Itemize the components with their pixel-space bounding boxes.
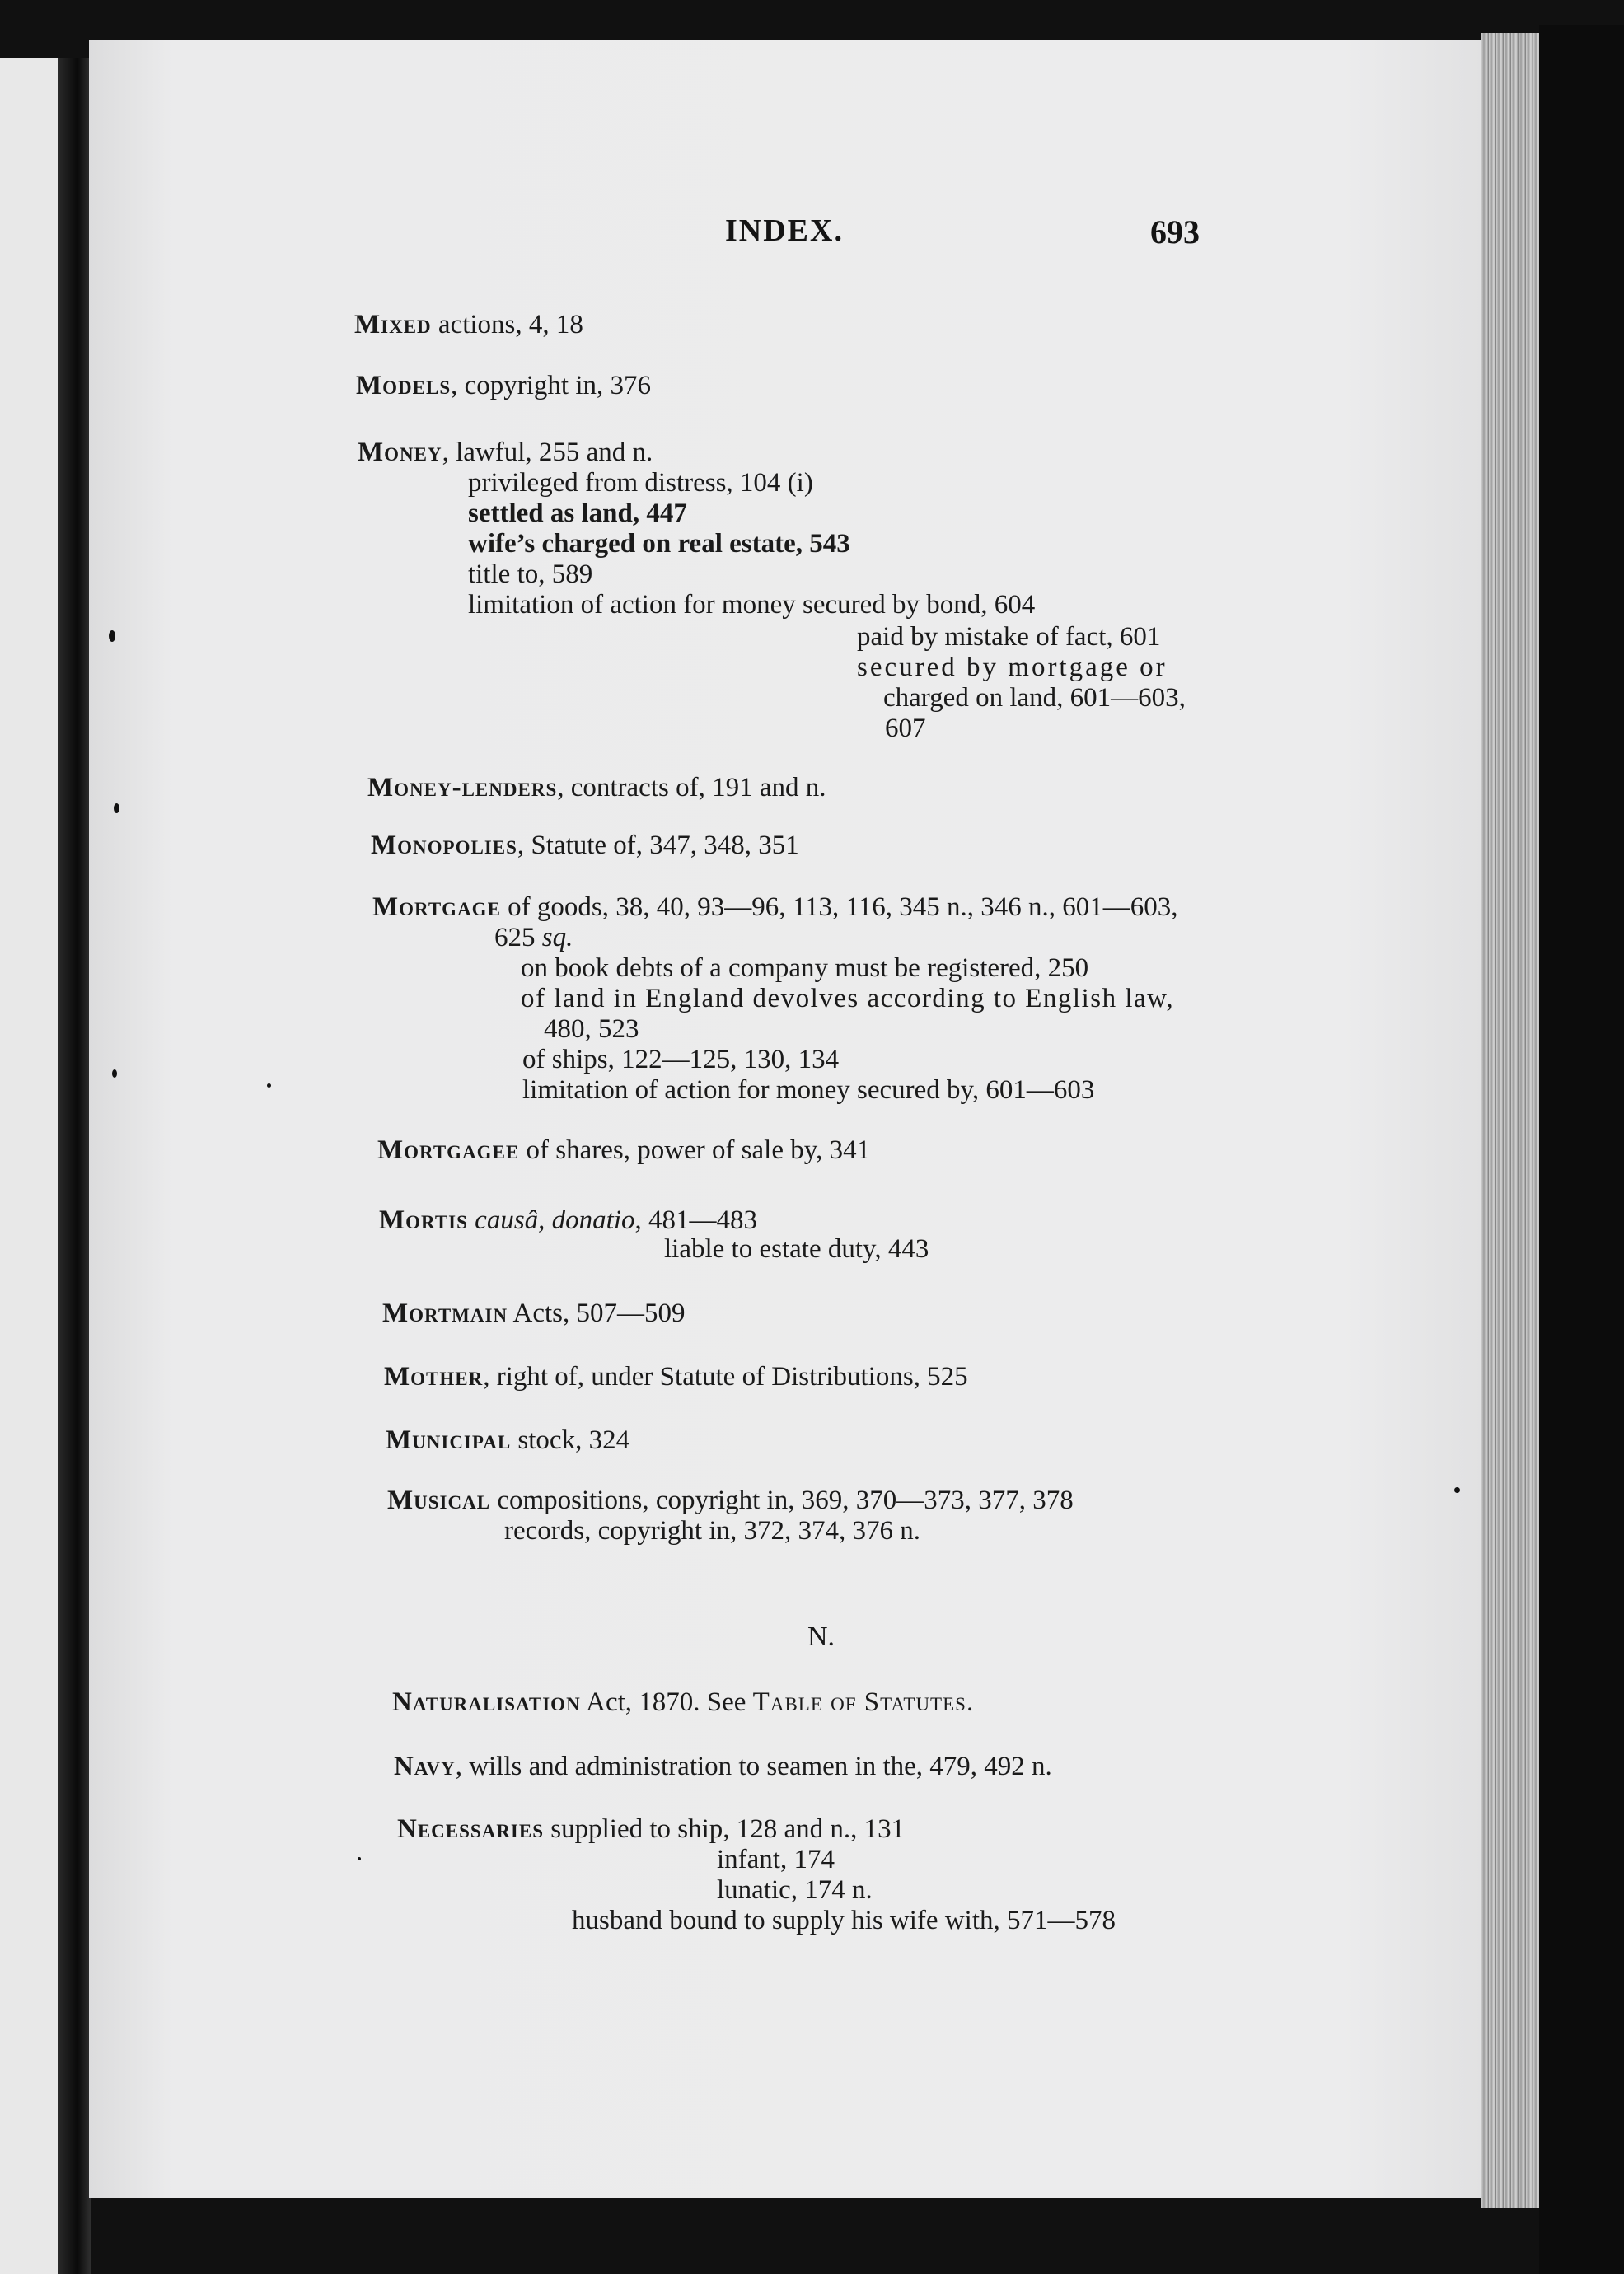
subentry: 480, 523 <box>544 1014 639 1044</box>
entry-headword: Money-lenders <box>367 773 558 802</box>
entry-text: Act, 1870. See <box>580 1687 753 1717</box>
running-header-title: INDEX. <box>725 213 844 248</box>
entry-text: , copyright in, 376 <box>451 371 652 400</box>
index-entry-municipal <box>386 1427 629 1454</box>
index-entry-mortgage <box>372 894 1178 921</box>
scan-speck <box>109 630 115 642</box>
index-entry-mixed <box>354 311 583 339</box>
entry-text: , lawful, 255 and n. <box>442 437 653 467</box>
subentry: of ships, 122—125, 130, 134 <box>522 1045 840 1074</box>
entry-headword: Navy <box>394 1752 456 1781</box>
entry-text: , right of, under Statute of Distributions, 525 <box>483 1362 968 1392</box>
entry-text: stock, 324 <box>511 1425 630 1455</box>
index-entry-money-lenders <box>367 774 826 802</box>
scan-speck <box>267 1083 271 1088</box>
scan-background <box>1539 25 1624 2274</box>
entry-text: of goods, 38, 40, 93—96, 113, 116, 345 n., 346 n., 601—603, <box>500 892 1178 922</box>
subentry: privileged from distress, 104 (i) <box>468 468 813 498</box>
scan-speck <box>114 803 119 813</box>
scan-speck <box>112 1069 117 1078</box>
entry-text: , Statute of, 347, 348, 351 <box>517 831 799 860</box>
entry-headword: Money <box>358 437 442 467</box>
index-entry-mortgagee <box>377 1137 870 1164</box>
entry-headword: Mortgage <box>372 892 501 922</box>
subentry: on book debts of a company must be registered, 250 <box>521 953 1089 983</box>
subentry: 607 <box>885 714 926 743</box>
entry-headword: Musical <box>387 1486 491 1515</box>
scan-speck <box>1454 1487 1460 1493</box>
subentry: of land in England devolves according to English law, <box>521 984 1175 1013</box>
entry-headword: Models <box>356 371 452 400</box>
entry-headword: Necessaries <box>397 1814 545 1844</box>
entry-italic: causâ, donatio <box>467 1205 635 1235</box>
index-entry-necessaries <box>397 1816 905 1843</box>
subentry: liable to estate duty, 443 <box>664 1234 929 1264</box>
subentry: wife’s charged on real estate, 543 <box>468 529 850 559</box>
subentry: records, copyright in, 372, 374, 376 n. <box>504 1516 921 1546</box>
index-entry-navy <box>394 1753 1052 1780</box>
subentry: infant, 174 <box>717 1845 835 1874</box>
page-number: 693 <box>1150 213 1200 250</box>
subentry: secured by mortgage or <box>857 653 1168 682</box>
entry-headword: Mixed <box>354 310 432 339</box>
index-entry-money <box>358 439 653 466</box>
index-entry-musical <box>387 1487 1074 1514</box>
index-entry-monopolies <box>371 832 799 859</box>
entry-headword: Monopolies <box>371 831 517 860</box>
subentry: paid by mistake of fact, 601 <box>857 622 1161 652</box>
entry-headword: Mortmain <box>382 1298 508 1328</box>
entry-headword: Naturalisation <box>392 1687 581 1717</box>
entry-text: actions, 4, 18 <box>431 310 583 339</box>
previous-page-edge <box>0 58 66 2274</box>
subentry: charged on land, 601—603, <box>883 683 1186 713</box>
index-entry-mortmain <box>382 1300 685 1327</box>
entry-text: , contracts of, 191 and n. <box>557 773 826 802</box>
book-gutter <box>58 58 91 2274</box>
subentry: lunatic, 174 n. <box>717 1875 873 1905</box>
entry-headword: Mother <box>384 1362 484 1392</box>
subentry-continuation: 625 sq. <box>494 923 573 952</box>
section-letter: N. <box>807 1621 835 1652</box>
index-entry-naturalisation: Naturalisation Act, 1870. See Table of Statutes. <box>392 1687 974 1717</box>
index-entry-mother <box>384 1364 968 1391</box>
entry-text: supplied to ship, 128 and n., 131 <box>544 1814 906 1844</box>
index-entry-mortis-causa <box>379 1207 757 1234</box>
subentry: title to, 589 <box>468 559 593 589</box>
index-entry-models <box>356 372 651 400</box>
entry-headword: Mortis <box>379 1205 468 1235</box>
entry-text: Acts, 507—509 <box>508 1298 686 1328</box>
entry-text: of shares, power of sale by, 341 <box>519 1135 871 1165</box>
cross-reference: Table of Statutes <box>752 1687 966 1717</box>
scan-speck <box>358 1857 361 1860</box>
index-page <box>89 40 1481 2198</box>
subentry: settled as land, 447 <box>468 498 687 528</box>
entry-text: compositions, copyright in, 369, 370—373, 377, 378 <box>490 1486 1074 1515</box>
entry-headword: Municipal <box>386 1425 512 1455</box>
entry-text: , 481—483 <box>634 1205 757 1235</box>
subentry: husband bound to supply his wife with, 571—578 <box>572 1906 1116 1935</box>
page-stack-edge <box>1481 33 1539 2208</box>
subentry: limitation of action for money secured by bond, 604 <box>468 590 1036 620</box>
subentry: limitation of action for money secured by, 601—603 <box>522 1075 1095 1105</box>
entry-text: , wills and administration to seamen in the, 479, 492 n. <box>455 1752 1052 1781</box>
entry-headword: Mortgagee <box>377 1135 520 1165</box>
